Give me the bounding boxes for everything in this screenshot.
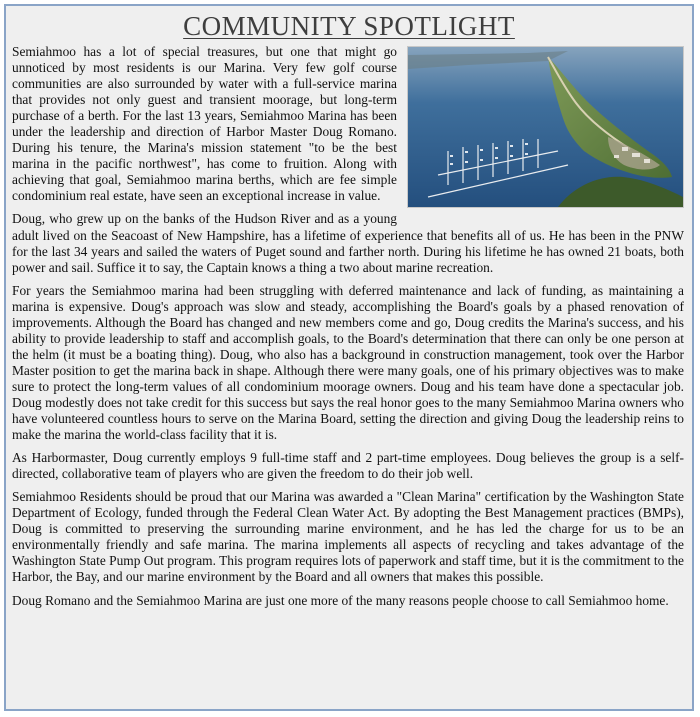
paragraph-intro: Semiahmoo has a lot of special treasures, but one that might go unnoticed by most residents is our Marina. Very few golf course communities are also surrounded by water with a full-service marina that provides not only guest and transient moorage, but long-term purchase of a berth. For the last 13 years, Semiahmoo Marina has been under the leadership and direction of Harbor Master Doug Romano. During his tenure, the Marina's mission statement "to be the best marina in the pacific northwest", has come to fruition. Along with achieving that goal, Semiahmoo marina berths, which are fee simple condominium real estate, have seen an exceptional increase in value.: [12, 44, 397, 204]
paragraph-closing: Doug Romano and the Semiahmoo Marina are just one more of the many reasons people choose to call Semiahmoo home.: [12, 592, 669, 608]
spit-landscape-icon: [408, 47, 683, 207]
newsletter-page: [4, 4, 694, 711]
paragraph-renovation: For years the Semiahmoo marina had been struggling with deferred maintenance and lack of funding, as maintaining a marina is expensive. Doug's approach was slow and steady, accomplishing the Board's goals by a phased renovation of improvements. Although the Board has changed and new members come and go, Doug credits the Marina's success, and his ability to provide leadership to staff and accomplish goals, to the Board's determination that there can only be one person at the helm (it must be a boating thing). Doug, who also has a background in construction management, took over the Harbor Master position to get the marina back in shape. Although there were many goals, one of his primary objectives was to make sure to protect the long-term values of all condominium moorage owners. Doug and his team have done a spectacular job. Doug modestly does not take credit for this success but says the real honor goes to the many Semiahmoo Marina owners who have volunteered countless hours to serve on the Marina Board, setting the direction and giving Doug the leadership reins to make the marina the world-class facility that it is.: [12, 282, 684, 443]
article-body: [6, 44, 692, 609]
aerial-marina-photo: [407, 46, 684, 208]
paragraph-background: Doug, who grew up on the banks of the Hudson River and as a young adult lived on the Seacoast of New Hampshire, has a lifetime of experience that benefits all of us. He has been in the PNW for the last 34 years and sailed the waters of Puget sound and farther north. During his lifetime he has owned 21 boats, both power and sail. Suffice it to say, the Captain knows a thing a two about marine recreation.: [12, 211, 684, 275]
paragraph-staff: As Harbormaster, Doug currently employs 9 full-time staff and 2 part-time employees. Doug believes the group is a self-directed, collaborative team of players who are given the freedom to do their job well.: [12, 450, 684, 482]
page-title: COMMUNITY SPOTLIGHT: [183, 11, 515, 41]
paragraph-clean-marina: Semiahmoo Residents should be proud that our Marina was awarded a "Clean Marina" certification by the Washington State Department of Ecology, funded through the Federal Clean Water Act. By adopting the Best Management practices (BMPs), Doug is committed to preserving the surrounding marine environment, and he has led the charge for us to be an environmentally friendly and safe marina. The marina implements all aspects of recycling and takes advantage of the Washington State Pump Out program. This program requires lots of paperwork and staff time, but it is the commitment to the Harbor, the Bay, and our marine environment by the Board and all owners that makes this possible.: [12, 489, 684, 585]
